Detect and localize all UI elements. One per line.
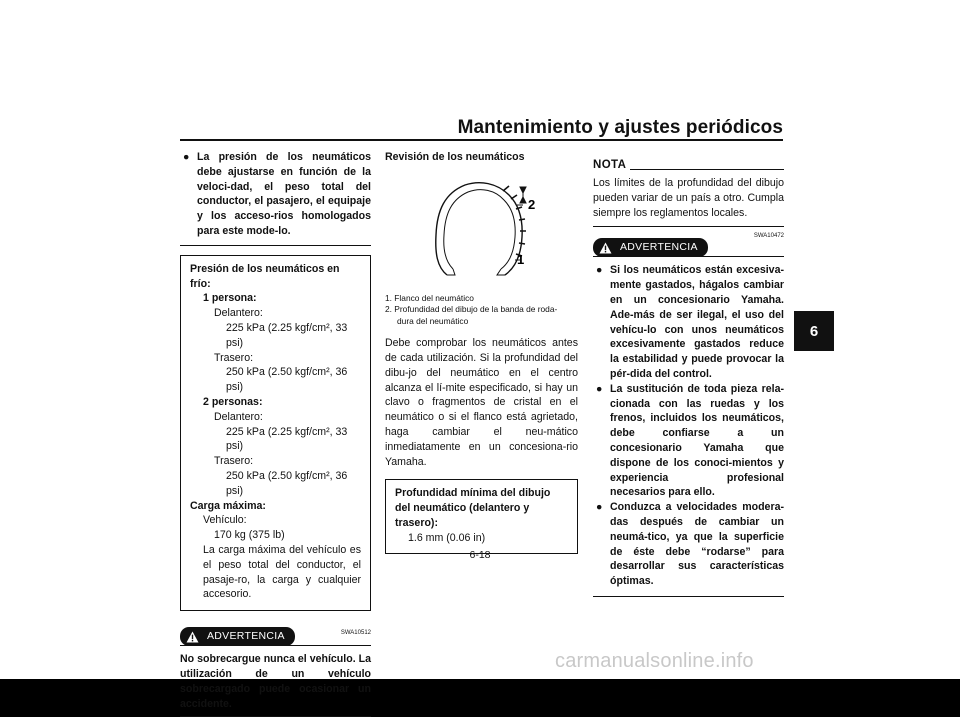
warning-text: No sobrecargue nunca el vehículo. La utilización de un vehículo sobrecargado puede ocasionar un accidente. [180, 653, 371, 710]
warning-bullets [593, 263, 784, 589]
bullet-item [593, 500, 784, 589]
section-heading: Revisión de los neumáticos [385, 151, 525, 163]
divider [593, 596, 784, 597]
bullet-item [180, 150, 371, 239]
warning-header [593, 238, 784, 258]
warning-badge [593, 238, 708, 257]
spec-title: Profundidad mínima del dibujo del neumático (delantero y trasero): [395, 487, 551, 530]
bullet-dot-icon: ● [596, 264, 603, 277]
spec-max-load: Carga máxima: [190, 499, 266, 512]
spec-rear2-label: Trasero: [214, 455, 254, 468]
bullet-item [593, 263, 784, 381]
divider [180, 245, 371, 246]
warning-triangle-icon [186, 631, 199, 643]
spec-vehicle-label: Vehículo: [203, 514, 247, 527]
spec-rear-value: 250 kPa (2.50 kgf/cm², 36 psi) [226, 366, 348, 394]
section-title: Mantenimiento y ajustes periódicos [457, 117, 783, 138]
spec-value: 1.6 mm (0.06 in) [408, 531, 486, 544]
spec-rear-label: Trasero: [214, 351, 254, 364]
spec-box-tread-depth [385, 479, 578, 553]
callout-1: 1 [517, 251, 525, 267]
column-left [180, 150, 371, 717]
divider [593, 226, 784, 227]
spec-one-person: 1 persona: [203, 292, 257, 305]
tire-cross-section-icon [436, 182, 526, 274]
spec-front-label: Delantero: [214, 307, 263, 320]
spec-rear2-value: 250 kPa (2.50 kgf/cm², 36 psi) [226, 469, 348, 497]
spec-note: La carga máxima del vehículo es el peso total del conductor, el pasaje-ro, la carga y cualquier accesorio. [203, 543, 361, 601]
tread-depth-indicator-icon [517, 187, 526, 205]
column-right [593, 150, 784, 597]
spec-two-persons: 2 personas: [203, 395, 263, 408]
chapter-tab: 6 [794, 311, 834, 351]
nota-header [593, 158, 784, 173]
bullet-text: La presión de los neumáticos debe ajustarse en función de la veloci-dad, el peso total del conductor, el pasajero, el equipaje y los acceso-rios homologados para este mode-lo. [197, 151, 371, 237]
bullet-text: La sustitución de toda pieza rela-cionada con las ruedas y los frenos, incluidos los neumáticos, debe confiarse a un concesionario Yamaha que dispone de los conoci-mientos y experiencia profesional necesarios para ello. [610, 382, 784, 499]
callout-2: 2 [528, 196, 536, 212]
column-middle [385, 150, 578, 554]
figure-caption [385, 293, 578, 328]
header-rule [180, 139, 783, 141]
nota-text: Los límites de la profundidad del dibujo pueden variar de un país a otro. Cumpla siempre los reglamentos locales. [593, 177, 784, 219]
warning-label: ADVERTENCIA [620, 241, 698, 254]
bullet-dot-icon: ● [596, 501, 603, 514]
spec-front2-label: Delantero: [214, 410, 263, 423]
spec-front2-value: 225 kPa (2.25 kgf/cm², 33 psi) [226, 425, 348, 453]
bullet-item [593, 382, 784, 500]
tire-diagram [385, 165, 578, 293]
body-text: Debe comprobar los neumáticos antes de cada utilización. Si la profundidad del dibu-jo del neumático en el centro alcanza el lí-mite especificado, si hay un clavo o fragmentos de cristal en el neumático o si el flanco está agrietado, haga cambiar el neu-mático inmediatamente en un concesiona-rio Yamaha. [385, 337, 578, 468]
bullet-dot-icon: ● [596, 382, 603, 395]
bullet-text: Si los neumáticos están excesiva-mente gastados, hágalos cambiar en un concesionario Yamaha. Ade-más de ser ilegal, el uso del vehícu-lo con unos neumáticos excesivamente gastados reduce la estabilidad y puede provocar la pér-dida del control. [610, 264, 784, 380]
spec-front-value: 225 kPa (2.25 kgf/cm², 33 psi) [226, 321, 348, 349]
caption-1: 1. Flanco del neumático [385, 292, 474, 303]
warning-badge [180, 627, 295, 646]
warning-code: SWA10472 [753, 233, 784, 240]
warning-code: SWA10512 [340, 630, 371, 637]
caption-2: 2. Profundidad del dibujo de la banda de roda- [385, 304, 558, 315]
page-number: 6-18 [469, 549, 491, 561]
warning-header [180, 627, 371, 647]
caption-2-cont: dura del neumático [397, 315, 469, 326]
nota-label: NOTA [593, 159, 630, 171]
spec-title: Presión de los neumáticos en frío: [190, 262, 340, 290]
warning-triangle-icon [599, 242, 612, 254]
bullet-text: Conduzca a velocidades modera-das después de cambiar un neumá-tico, ya que la superficie de éste debe “rodarse” para desarrollar sus características óptimas. [610, 501, 784, 588]
warning-label: ADVERTENCIA [207, 630, 285, 643]
bullet-dot-icon: ● [183, 151, 190, 163]
watermark: carmanualsonline.info [555, 650, 754, 672]
spec-vehicle-value: 170 kg (375 lb) [214, 529, 285, 542]
